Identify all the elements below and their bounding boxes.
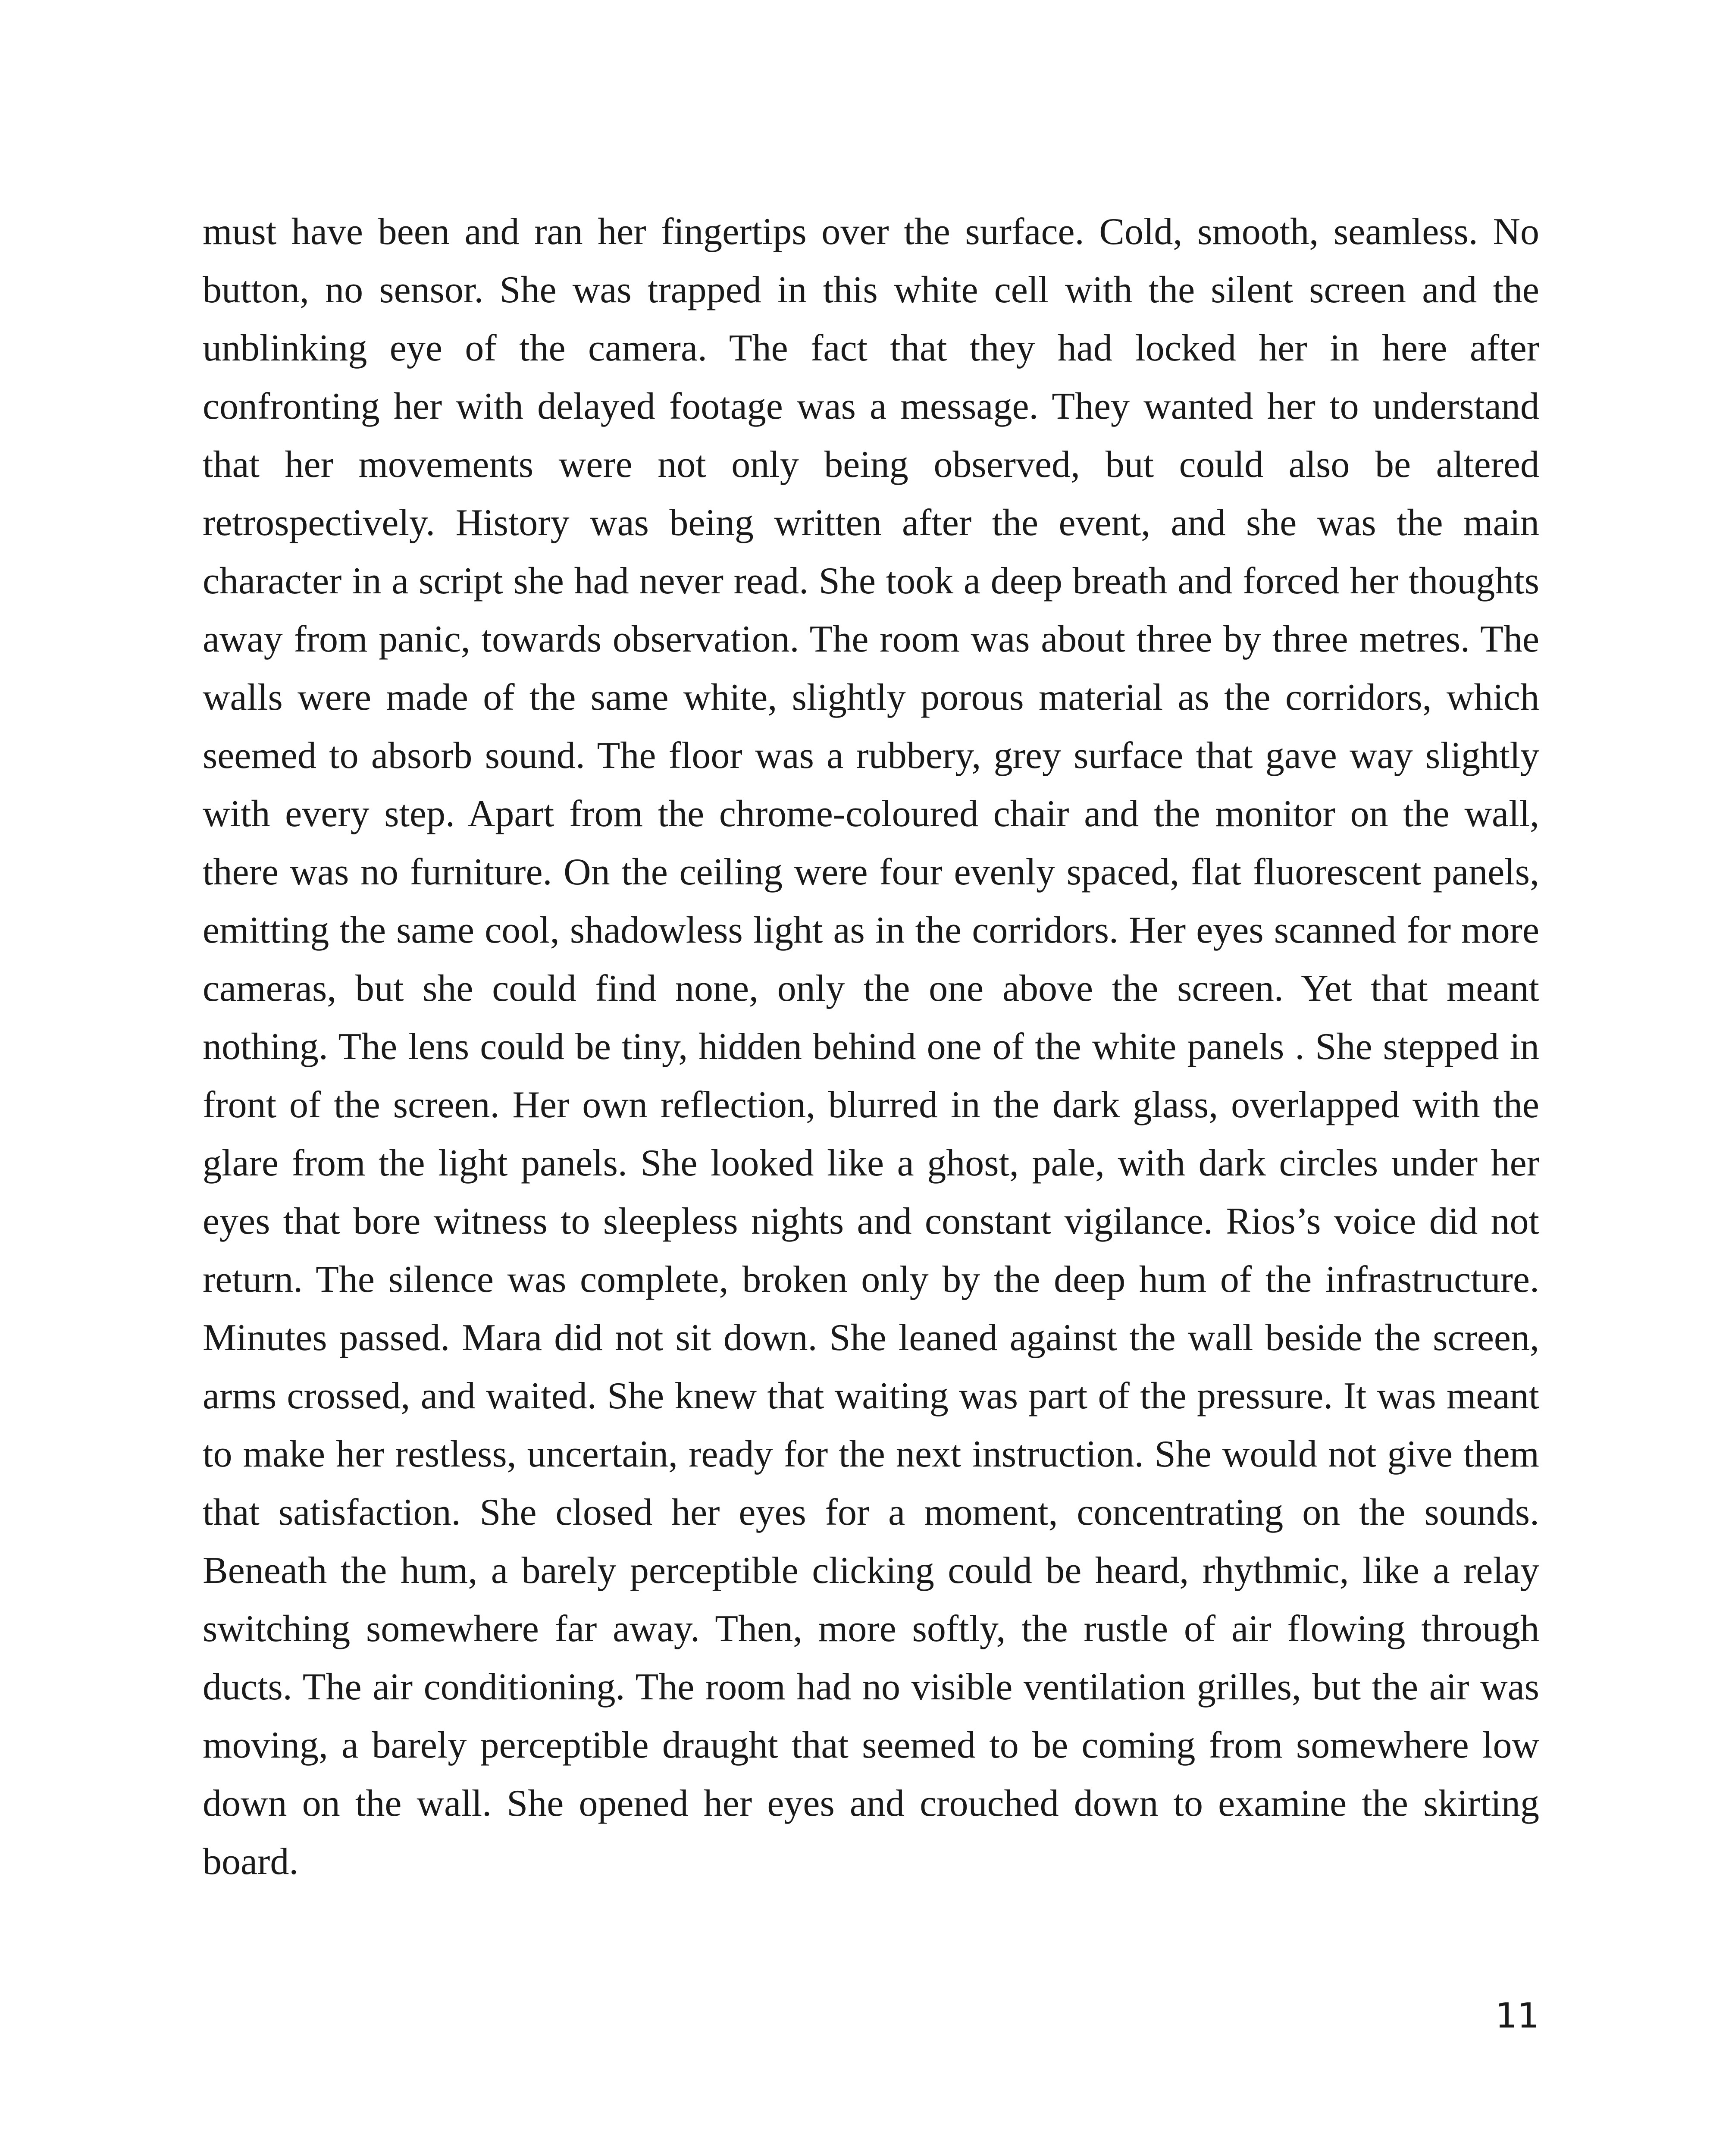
body-paragraph: must have been and ran her fingertips over the surface. Cold, smooth, seamless. No button, no sensor. She was trapped in this white cell with the silent screen and the unblinking eye of the camera. The fact that they had locked her in here after confronting her with delayed footage was a message. They wanted her to understand that her movements were not only being observed, but could also be altered retrospectively. History was being written after the event, and she was the main character in a script she had never read. She took a deep breath and forced her thoughts away from panic, towards observation. The room was about three by three metres. The walls were made of the same white, slightly porous material as the corridors, which seemed to absorb sound. The floor was a rubbery, grey surface that gave way slightly with every step. Apart from the chrome-coloured chair and the monitor on the wall, there was no furniture. On the ceiling were four evenly spaced, flat fluorescent panels, emitting the same cool, shadowless light as in the corridors. Her eyes scanned for more cameras, but she could find none, only the one above the screen. Yet that meant nothing. The lens could be tiny, hidden behind one of the white panels . She stepped in front of the screen. Her own reflection, blurred in the dark glass, overlapped with the glare from the light panels. She looked like a ghost, pale, with dark circles under her eyes that bore witness to sleepless nights and constant vigilance. Rios’s voice did not return. The silence was complete, broken only by the deep hum of the infrastructure. Minutes passed. Mara did not sit down. She leaned against the wall beside the screen, arms crossed, and waited. She knew that waiting was part of the pressure. It was meant to make her restless, uncertain, ready for the next instruction. She would not give them that satisfaction. She closed her eyes for a moment, concentrating on the sounds. Beneath the hum, a barely perceptible clicking could be heard, rhythmic, like a relay switching somewhere far away. Then, more softly, the rustle of air flowing through ducts. The air conditioning. The room had no visible ventilation grilles, but the air was moving, a barely perceptible draught that seemed to be coming from somewhere low down on the wall. She opened her eyes and crouched down to examine the skirting board. xyxy=(203,211,1539,1883)
page-number: 11 xyxy=(1495,1996,1539,2036)
